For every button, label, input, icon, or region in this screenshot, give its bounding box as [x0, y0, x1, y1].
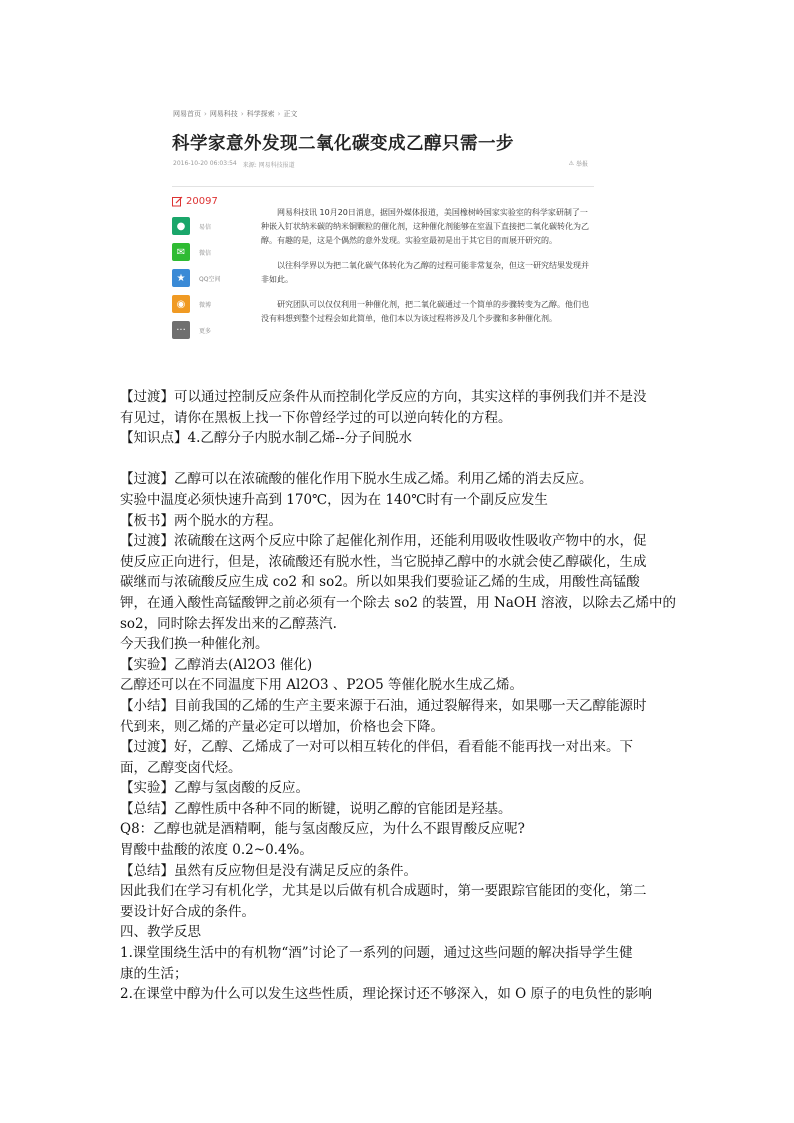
article-paragraph: 网易科技讯 10月20日消息，据国外媒体报道，美国橡树岭国家实验室的科学家研制了一种嵌入钉状纳米碳的纳米铜颗粒的催化剂，这种催化剂能够在室温下直接把二氧化碳转化为乙醇。有趣的是，这是个偶然的意外发现。实验室最初是出于其它目的而展开研究的。: [261, 208, 589, 245]
chevron-right-icon: ›: [240, 110, 244, 118]
wechat-icon: ✉: [172, 243, 190, 261]
share-wechat[interactable]: [172, 243, 232, 261]
qzone-icon: ★: [172, 269, 190, 287]
text-line: 【总结】乙醇性质中各种不同的断键，说明乙醇的官能团是羟基。: [120, 800, 512, 817]
article-screenshot: [172, 104, 594, 378]
lesson-text: [120, 387, 680, 1005]
share-more[interactable]: [172, 321, 232, 339]
breadcrumb-item[interactable]: 网易首页: [173, 110, 201, 118]
text-line: 【总结】虽然有反应物但是没有满足反应的条件。: [120, 862, 417, 879]
text-line: 【实验】乙醇消去(Al2O3 催化): [120, 656, 313, 673]
article-body: [261, 206, 593, 337]
text-line: 【知识点】4.乙醇分子内脱水制乙烯--分子间脱水: [120, 430, 413, 447]
blank-line: [120, 449, 680, 470]
breadcrumb: [173, 109, 297, 119]
share-yixin[interactable]: [172, 217, 232, 235]
text-line: 2.在课堂中醇为什么可以发生这些性质，理论探讨还不够深入，如 O 原子的电负性的影响: [120, 986, 653, 1003]
text-line: 因此我们在学习有机化学，尤其是以后做有机合成题时，第一要跟踪官能团的变化，第二: [120, 883, 647, 900]
text-line: so2，同时除去挥发出来的乙醇蒸汽.: [120, 615, 337, 632]
text-line: 【过渡】浓硫酸在这两个反应中除了起催化剂作用，还能利用吸收性吸收产物中的水，促: [120, 533, 647, 550]
article-date: 2016-10-20 06:03:54: [173, 160, 237, 167]
article-meta: [173, 160, 295, 169]
text-line: 康的生活；: [120, 965, 188, 982]
section-heading: 四、教学反思: [120, 924, 201, 941]
yixin-icon: ●: [172, 217, 190, 235]
article-paragraph: 研究团队可以仅仅利用一种催化剂，把二氧化碳通过一个简单的步骤转变为乙醇。他们也没有料想到整个过程会如此简单，他们本以为该过程将涉及几个步骤和多种催化剂。: [261, 300, 589, 323]
text-line: 碳继而与浓硫酸反应生成 co2 和 so2。所以如果我们要验证乙烯的生成，用酸性高锰酸: [120, 574, 640, 591]
share-qzone[interactable]: [172, 269, 232, 287]
text-line: 乙醇还可以在不同温度下用 Al2O3 、P2O5 等催化脱水生成乙烯。: [120, 677, 524, 694]
edit-comment-icon: [172, 196, 183, 207]
text-line: 【过渡】好，乙醇、乙烯成了一对可以相互转化的伴侣，看看能不能再找一对出来。下: [120, 739, 633, 756]
comment-count: 20097: [186, 196, 218, 207]
report-button[interactable]: [569, 159, 588, 168]
comment-count-button[interactable]: [172, 196, 232, 207]
article-paragraph: 以往科学界以为把二氧化碳气体转化为乙醇的过程可能非常复杂，但这一研究结果发现并非如此。: [261, 261, 589, 284]
share-label: 更多: [199, 327, 212, 335]
share-weibo[interactable]: [172, 295, 232, 313]
text-line: 有见过，请你在黑板上找一下你曾经学过的可以逆向转化的方程。: [120, 409, 512, 426]
text-line: 代到来，则乙烯的产量必定可以增加，价格也会下降。: [120, 718, 444, 735]
text-line: 使反应正向进行，但是，浓硫酸还有脱水性，当它脱掉乙醇中的水就会使乙醇碳化，生成: [120, 553, 647, 570]
chevron-right-icon: ›: [204, 110, 207, 118]
share-label: 微信: [199, 249, 212, 257]
text-line: 【板书】两个脱水的方程。: [120, 512, 282, 529]
text-line: 【过渡】乙醇可以在浓硫酸的催化作用下脱水生成乙烯。利用乙烯的消去反应。: [120, 471, 593, 488]
share-label: QQ空间: [199, 275, 221, 283]
text-line: 【小结】目前我国的乙烯的生产主要来源于石油，通过裂解得来，如果哪一天乙醇能源时: [120, 697, 647, 714]
text-line: 1.课堂围绕生活中的有机物“酒”讨论了一系列的问题，通过这些问题的解决指导学生健: [120, 945, 633, 962]
report-label: 举报: [575, 161, 588, 168]
breadcrumb-item[interactable]: 科学探索: [246, 110, 275, 118]
article-source[interactable]: 来源: 网易科技报道: [242, 162, 295, 169]
text-line: 实验中温度必须快速升高到 170℃，因为在 140℃时有一个副反应发生: [120, 491, 548, 508]
text-line: 要设计好合成的条件。: [120, 903, 255, 920]
text-line: 【过渡】可以通过控制反应条件从而控制化学反应的方向，其实这样的事例我们并不是没: [120, 389, 647, 405]
share-label: 微博: [199, 301, 212, 309]
share-label: 易信: [199, 223, 212, 231]
text-line: 今天我们换一种催化剂。: [120, 636, 269, 653]
text-line: Q8：乙醇也就是酒精啊，能与氢卤酸反应，为什么不跟胃酸反应呢?: [120, 821, 525, 838]
chevron-right-icon: ›: [277, 110, 281, 118]
article-headline: 科学家意外发现二氧化碳变成乙醇只需一步: [172, 134, 514, 154]
divider: [172, 186, 594, 187]
text-line: 胃酸中盐酸的浓度 0.2~0.4%。: [120, 842, 313, 859]
more-icon: ···: [172, 321, 190, 339]
text-line: 【实验】乙醇与氢卤酸的反应。: [120, 780, 309, 797]
share-sidebar: [172, 196, 232, 347]
breadcrumb-item: 正文: [283, 110, 298, 118]
text-line: 面，乙醇变卤代烃。: [120, 759, 242, 776]
text-line: 钾，在通入酸性高锰酸钾之前必须有一个除去 so2 的装置，用 NaOH 溶液，以除去乙烯中的: [120, 594, 677, 611]
weibo-icon: ◉: [172, 295, 190, 313]
warning-icon: ⚠: [568, 160, 574, 167]
breadcrumb-item[interactable]: 网易科技: [209, 110, 238, 118]
